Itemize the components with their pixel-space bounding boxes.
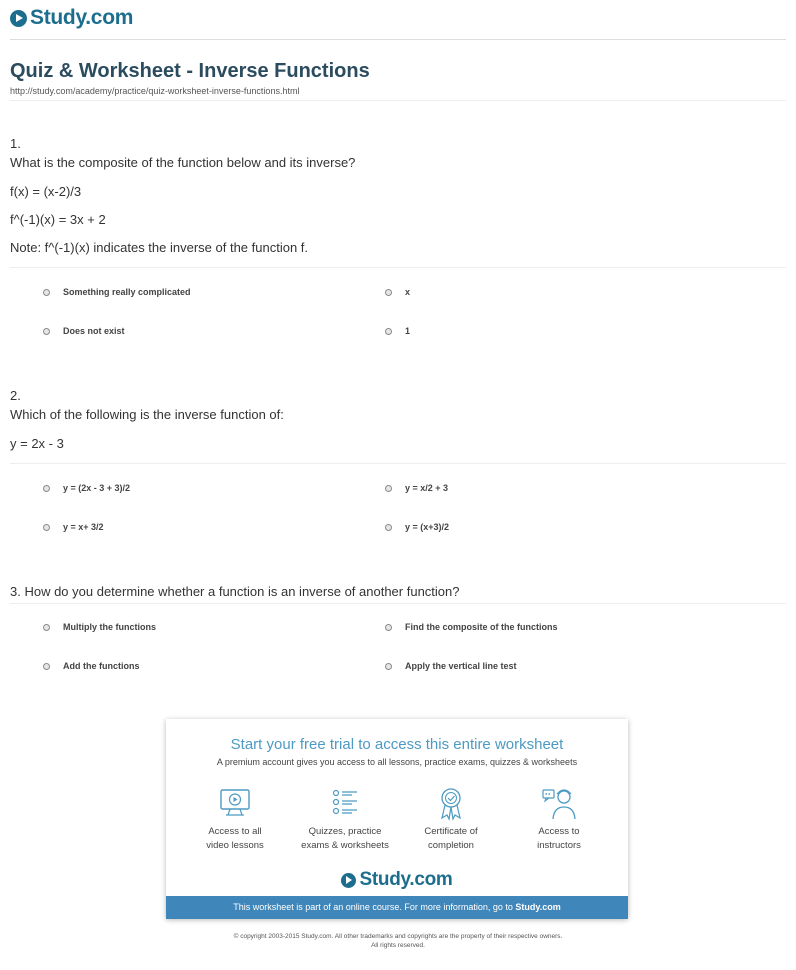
q2-choice-a[interactable] xyxy=(43,483,130,493)
question-3-text: 3. How do you determine whether a function is an inverse of another function? xyxy=(10,584,460,599)
logo-text: Study.com xyxy=(30,6,134,29)
question-1-text: What is the composite of the function below and its inverse? xyxy=(10,155,356,170)
radio-icon[interactable] xyxy=(43,524,50,531)
question-1-note: Note: f^(-1)(x) indicates the inverse of the function f. xyxy=(10,240,309,255)
certificate-icon xyxy=(433,785,469,821)
page-title: Quiz & Worksheet - Inverse Functions xyxy=(10,60,370,82)
question-1-function: f(x) = (x-2)/3 xyxy=(10,184,82,199)
band-link[interactable]: Study.com xyxy=(515,902,561,912)
choice-label: Does not exist xyxy=(63,326,125,336)
question-2-number: 2. xyxy=(10,388,21,403)
feature-label-line2: exams & worksheets xyxy=(301,840,389,851)
radio-icon[interactable] xyxy=(385,485,392,492)
question-2-function: y = 2x - 3 xyxy=(10,436,64,451)
q1-choice-b[interactable] xyxy=(385,287,410,297)
feature-label-line1: Certificate of xyxy=(424,826,478,837)
promo-subtitle: A premium account gives you access to all lessons, practice exams, quizzes & worksheets xyxy=(216,757,578,767)
q3-choice-a[interactable] xyxy=(43,622,156,632)
q3-choice-c[interactable] xyxy=(43,661,140,671)
q2-choice-c[interactable] xyxy=(43,522,104,532)
copyright-line1: © copyright 2003-2015 Study.com. All other trademarks and copyrights are the property of their respective owners. xyxy=(233,933,563,940)
q3-choice-b[interactable] xyxy=(385,622,558,632)
promo-study-logo[interactable] xyxy=(166,869,628,891)
radio-icon[interactable] xyxy=(43,663,50,670)
q1-choice-a[interactable] xyxy=(43,287,191,297)
feature-label-line2: instructors xyxy=(537,840,581,851)
instructor-icon xyxy=(541,785,577,821)
copyright xyxy=(0,932,796,950)
choice-label: Add the functions xyxy=(63,661,140,671)
q1-choice-d[interactable] xyxy=(385,326,410,336)
feature-video-lessons xyxy=(180,785,290,853)
play-logo-icon xyxy=(10,10,27,27)
logo-text: Study.com xyxy=(359,869,453,890)
header-divider xyxy=(10,39,786,40)
choice-label: y = x+ 3/2 xyxy=(63,522,104,532)
title-divider xyxy=(10,100,786,101)
play-logo-icon xyxy=(341,873,356,888)
q2-choice-b[interactable] xyxy=(385,483,448,493)
feature-label-line2: completion xyxy=(428,840,474,851)
feature-label-line1: Access to all xyxy=(208,826,262,837)
choice-label: y = x/2 + 3 xyxy=(405,483,449,493)
question-1-inverse: f^(-1)(x) = 3x + 2 xyxy=(10,212,106,227)
radio-icon[interactable] xyxy=(385,289,392,296)
choice-label: x xyxy=(405,287,411,297)
feature-instructors xyxy=(504,785,614,853)
study-logo[interactable] xyxy=(10,6,133,30)
choice-label: Something really complicated xyxy=(63,287,191,297)
radio-icon[interactable] xyxy=(385,524,392,531)
radio-icon[interactable] xyxy=(43,289,50,296)
feature-certificate xyxy=(396,785,506,853)
radio-icon[interactable] xyxy=(43,328,50,335)
feature-label-line1: Access to xyxy=(538,826,580,837)
question-1-divider xyxy=(10,267,786,268)
feature-quizzes xyxy=(290,785,400,853)
promo-info-band xyxy=(166,896,628,919)
video-lesson-icon xyxy=(217,785,253,821)
radio-icon[interactable] xyxy=(43,624,50,631)
choice-label: Apply the vertical line test xyxy=(405,661,517,671)
free-trial-promo[interactable] xyxy=(166,719,628,919)
quiz-list-icon xyxy=(327,785,363,821)
promo-title[interactable]: Start your free trial to access this entire worksheet xyxy=(230,736,564,753)
q1-choice-c[interactable] xyxy=(43,326,125,336)
radio-icon[interactable] xyxy=(43,485,50,492)
radio-icon[interactable] xyxy=(385,624,392,631)
question-1-number: 1. xyxy=(10,136,21,151)
radio-icon[interactable] xyxy=(385,328,392,335)
choice-label: 1 xyxy=(405,326,411,336)
q3-choice-d[interactable] xyxy=(385,661,517,671)
q2-choice-d[interactable] xyxy=(385,522,449,532)
question-2-text: Which of the following is the inverse function of: xyxy=(10,407,284,422)
feature-label-line1: Quizzes, practice xyxy=(308,826,382,837)
question-3-divider xyxy=(10,603,786,604)
page-url[interactable]: http://study.com/academy/practice/quiz-worksheet-inverse-functions.html xyxy=(10,86,300,96)
feature-label-line2: video lessons xyxy=(206,840,264,851)
choice-label: Multiply the functions xyxy=(63,622,156,632)
radio-icon[interactable] xyxy=(385,663,392,670)
band-text: This worksheet is part of an online course. For more information, go to xyxy=(233,902,516,912)
copyright-line2: All rights reserved. xyxy=(371,942,425,949)
choice-label: y = (2x - 3 + 3)/2 xyxy=(63,483,131,493)
choice-label: Find the composite of the functions xyxy=(405,622,558,632)
choice-label: y = (x+3)/2 xyxy=(405,522,450,532)
question-2-divider xyxy=(10,463,786,464)
